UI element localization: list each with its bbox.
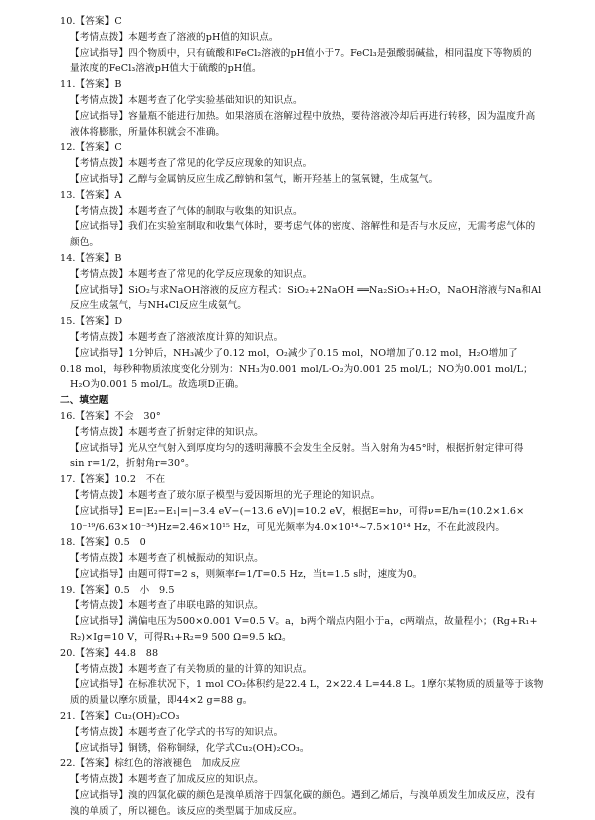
text-line: 【应试指导】我们在实验室制取和收集气体时，要考虑气体的密度、溶解性和是否与水反应，无需考虑气体的 [70, 221, 536, 233]
text-line: 10.【答案】C [60, 16, 122, 27]
text-line: 【考情点拨】本题考查了溶液的pH值的知识点。 [70, 31, 279, 43]
text-line: 【应试指导】E=|E₂−E₁|=|−3.4 eV−(−13.6 eV)|=10.2 eV，根据E=hν，可得ν=E/h=(10.2×1.6× [70, 505, 525, 517]
text-line: 颜色。 [70, 237, 100, 249]
text-line: 【考情点拨】本题考查了机械振动的知识点。 [70, 553, 264, 565]
text-line: 21.【答案】Cu₂(OH)₂CO₃ [60, 711, 180, 723]
text-line: 【考情点拨】本题考查了折射定律的知识点。 [70, 426, 264, 438]
text-line: 13.【答案】A [60, 189, 122, 201]
text-line: 0.18 mol，每秒种物质浓度变化分别为：NH₃为0.001 mol/L·O₂为0.001 25 mol/L；NO为0.001 mol/L； [60, 363, 533, 375]
text-line: 10⁻¹⁹/6.63×10⁻³⁴)Hz=2.46×10¹⁵ Hz，可见光频率为4.0×10¹⁴~7.5×10¹⁴ Hz，不在此波段内。 [70, 521, 506, 533]
text-line: 【应试指导】溴的四氯化碳的颜色是溴单质溶于四氯化碳的颜色。遇到乙烯后，与溴单质发生加成反应，没有 [70, 790, 536, 802]
text-line: 【应试指导】1分钟后，NH₃减少了0.12 mol，O₂减少了0.15 mol，NO增加了0.12 mol，H₂O增加了 [70, 347, 518, 359]
text-line: 17.【答案】10.2 不在 [60, 474, 166, 486]
text-line: 18.【答案】0.5 0 [60, 537, 146, 549]
text-line: 14.【答案】B [60, 252, 122, 264]
text-line: 【考情点拨】本题考查了化学实验基础知识的知识点。 [70, 94, 303, 106]
text-line: 【应试指导】铜锈，俗称铜绿，化学式Cu₂(OH)₂CO₃。 [70, 742, 310, 754]
text-line: 【应试指导】乙醇与金属钠反应生成乙醇钠和氢气，断开羟基上的氢氧键，生成氢气。 [70, 173, 439, 185]
text-line: 【考情点拨】本题考查了有关物质的量的计算的知识点。 [70, 663, 313, 675]
text-line: 【应试指导】在标准状况下，1 mol CO₂体积约是22.4 L，2×22.4 L=44.8 L。1摩尔某物质的质量等于该物 [70, 679, 544, 691]
text-line: 【考情点拨】本题考查了常见的化学反应现象的知识点。 [70, 268, 313, 280]
text-line: 溴的单质了，所以褪色。该反应的类型属于加成反应。 [70, 805, 303, 817]
text-line: 【应试指导】四个物质中，只有硫酸和FeCl₂溶液的pH值小于7。FeCl₃是强酸弱碱盐，相同温度下等物质的 [70, 47, 532, 59]
text-line: 【考情点拨】本题考查了串联电路的知识点。 [70, 600, 264, 612]
text-line: 【应试指导】光从空气射入到厚度均匀的透明薄膜不会发生全反射。当入射角为45°时，根据折射定律可得 [70, 442, 524, 454]
text-line: 22.【答案】棕红色的溶液褪色 加成反应 [60, 758, 241, 770]
text-line: H₂O为0.001 5 mol/L。故选项D正确。 [70, 379, 245, 391]
text-line: 19.【答案】0.5 小 9.5 [60, 584, 175, 596]
text-line: 液体将膨胀，所量体积就会不准确。 [70, 126, 226, 138]
answer-document [60, 14, 560, 820]
text-line: 【应试指导】SiO₂与求NaOH溶液的反应方程式：SiO₂+2NaOH ══Na₂SiO₃+H₂O，NaOH溶液与Na和Al [70, 284, 542, 296]
text-line: 量浓度的FeCl₃溶液pH值大于硫酸的pH值。 [70, 63, 262, 75]
text-line: 15.【答案】D [60, 316, 123, 328]
text-line: 【应试指导】由题可得T=2 s，则频率f=1/T=0.5 Hz，当t=1.5 s时，速度为0。 [70, 568, 423, 580]
text-line: 16.【答案】不会 30° [60, 410, 161, 422]
text-line: 20.【答案】44.8 88 [60, 647, 159, 659]
text-line: 【应试指导】容量瓶不能进行加热。如果溶质在溶解过程中放热，要待溶液冷却后再进行转移，因为温度升高 [70, 110, 536, 122]
text-line: 反应生成氢气，与NH₄Cl反应生成氨气。 [70, 300, 247, 312]
text-line: 【应试指导】满偏电压为500×0.001 V=0.5 V。a，b两个端点内阻小于a，c两端点，故量程小；(Rg+R₁+ [70, 616, 538, 628]
text-line: 12.【答案】C [60, 142, 122, 154]
text-line: sin r=1/2，折射角r=30°。 [70, 458, 195, 470]
text-line: 【考情点拨】本题考查了溶液浓度计算的知识点。 [70, 331, 284, 343]
text-line: 【考情点拨】本题考查了化学式的书写的知识点。 [70, 726, 284, 738]
text-line: 11.【答案】B [60, 79, 122, 91]
text-line: 【考情点拨】本题考查了气体的制取与收集的知识点。 [70, 205, 303, 217]
text-line: 【考情点拨】本题考查了玻尔原子模型与爱因斯坦的光子理论的知识点。 [70, 489, 381, 501]
text-line: 【考情点拨】本题考查了常见的化学反应现象的知识点。 [70, 158, 313, 170]
text-line: 二、填空题 [60, 395, 109, 407]
text-line: 质的质量以摩尔质量，即44×2 g=88 g。 [70, 695, 253, 707]
text-line: 【考情点拨】本题考查了加成反应的知识点。 [70, 774, 264, 786]
text-line: R₂)×Ig=10 V，可得R₁+R₂=9 500 Ω=9.5 kΩ。 [70, 632, 292, 644]
